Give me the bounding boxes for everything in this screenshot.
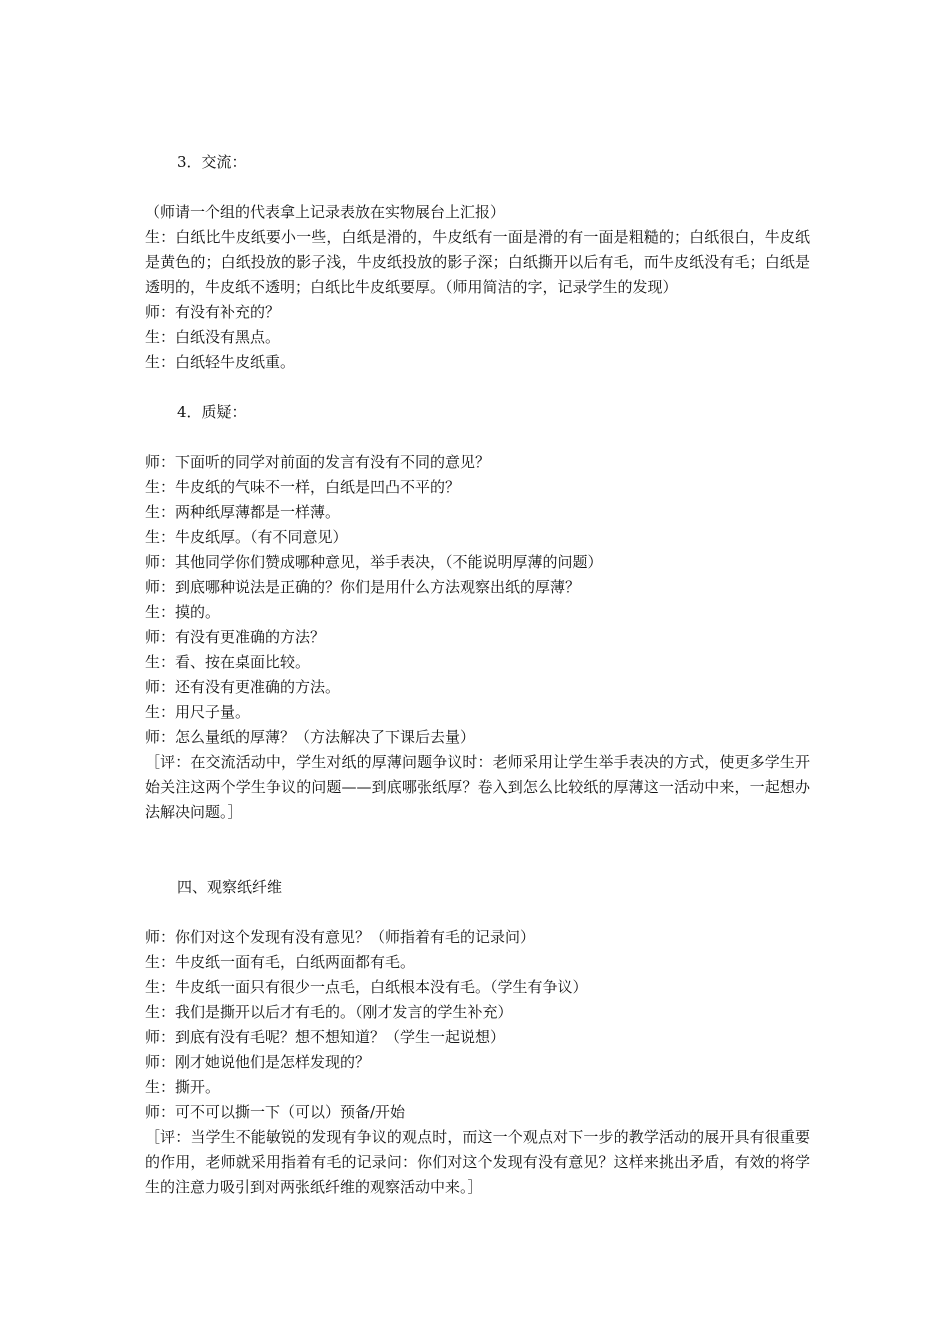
dialogue-line: 师：刚才她说他们是怎样发现的？	[145, 1053, 371, 1071]
dialogue-line: 生：牛皮纸厚。（有不同意见）	[145, 528, 348, 546]
dialogue-line: 师：其他同学你们赞成哪种意见，举手表决，（不能说明厚薄的问题）	[145, 553, 603, 571]
spacer	[145, 900, 810, 925]
dialogue-line: 师：有没有补充的？	[145, 303, 281, 321]
dialogue-line: 师：有没有更准确的方法？	[145, 628, 326, 646]
document-page	[145, 150, 810, 1200]
spacer	[145, 175, 810, 200]
dialogue-line: 师：还有没有更准确的方法。	[145, 678, 341, 696]
dialogue-line: 师：可不可以撕一下（可以）预备/开始	[145, 1103, 406, 1121]
dialogue-line: 生：撕开。	[145, 1078, 221, 1096]
section-4-heading: 4．质疑：	[177, 403, 247, 421]
dialogue-line: 生：我们是撕开以后才有毛的。（刚才发言的学生补充）	[145, 1003, 513, 1021]
section-3-intro: （师请一个组的代表拿上记录表放在实物展台上汇报）	[145, 203, 506, 221]
dialogue-line: 生：牛皮纸一面有毛，白纸两面都有毛。	[145, 953, 416, 971]
part-4-comment: ［评：当学生不能敏锐的发现有争议的观点时，而这一个观点对下一步的教学活动的展开具有很重要的作用，老师就采用指着有毛的记录问：你们对这个发现有没有意见？这样来挑出矛盾，有效的将学生的注意力吸引到对两张纸纤维的观察活动中来。］	[145, 1128, 810, 1196]
spacer	[145, 425, 810, 450]
dialogue-line: 师：到底哪种说法是正确的？你们是用什么方法观察出纸的厚薄？	[145, 578, 581, 596]
dialogue-line: 生：看、按在桌面比较。	[145, 653, 311, 671]
spacer	[145, 375, 810, 400]
dialogue-line: 师：到底有没有毛呢？想不想知道？（学生一起说想）	[145, 1028, 506, 1046]
section-3-heading: 3．交流：	[177, 153, 247, 171]
dialogue-line: 师：怎么量纸的厚薄？（方法解决了下课后去量）	[145, 728, 476, 746]
dialogue-line: 生：两种纸厚薄都是一样薄。	[145, 503, 341, 521]
section-4-comment: ［评：在交流活动中，学生对纸的厚薄问题争议时：老师采用让学生举手表决的方式，使更多学生开始关注这两个学生争议的问题——到底哪张纸厚？卷入到怎么比较纸的厚薄这一活动中来，一起想办法解决问题。］	[145, 753, 810, 821]
spacer	[145, 825, 810, 875]
dialogue-line: 师：你们对这个发现有没有意见？（师指着有毛的记录问）	[145, 928, 536, 946]
dialogue-line: 生：牛皮纸的气味不一样，白纸是凹凸不平的？	[145, 478, 461, 496]
part-4-heading: 四、观察纸纤维	[177, 878, 283, 896]
dialogue-line: 生：白纸轻牛皮纸重。	[145, 353, 296, 371]
dialogue-line: 生：牛皮纸一面只有很少一点毛，白纸根本没有毛。（学生有争议）	[145, 978, 588, 996]
dialogue-line: 生：用尺子量。	[145, 703, 251, 721]
dialogue-line: 师：下面听的同学对前面的发言有没有不同的意见？	[145, 453, 491, 471]
dialogue-line: 生：白纸没有黑点。	[145, 328, 281, 346]
dialogue-line: 生：摸的。	[145, 603, 221, 621]
section-3-report: 生：白纸比牛皮纸要小一些，白纸是滑的，牛皮纸有一面是滑的有一面是粗糙的；白纸很白，牛皮纸是黄色的；白纸投放的影子浅，牛皮纸投放的影子深；白纸撕开以后有毛，而牛皮纸没有毛；白纸是透明的，牛皮纸不透明；白纸比牛皮纸要厚。（师用简洁的字，记录学生的发现）	[145, 228, 810, 296]
